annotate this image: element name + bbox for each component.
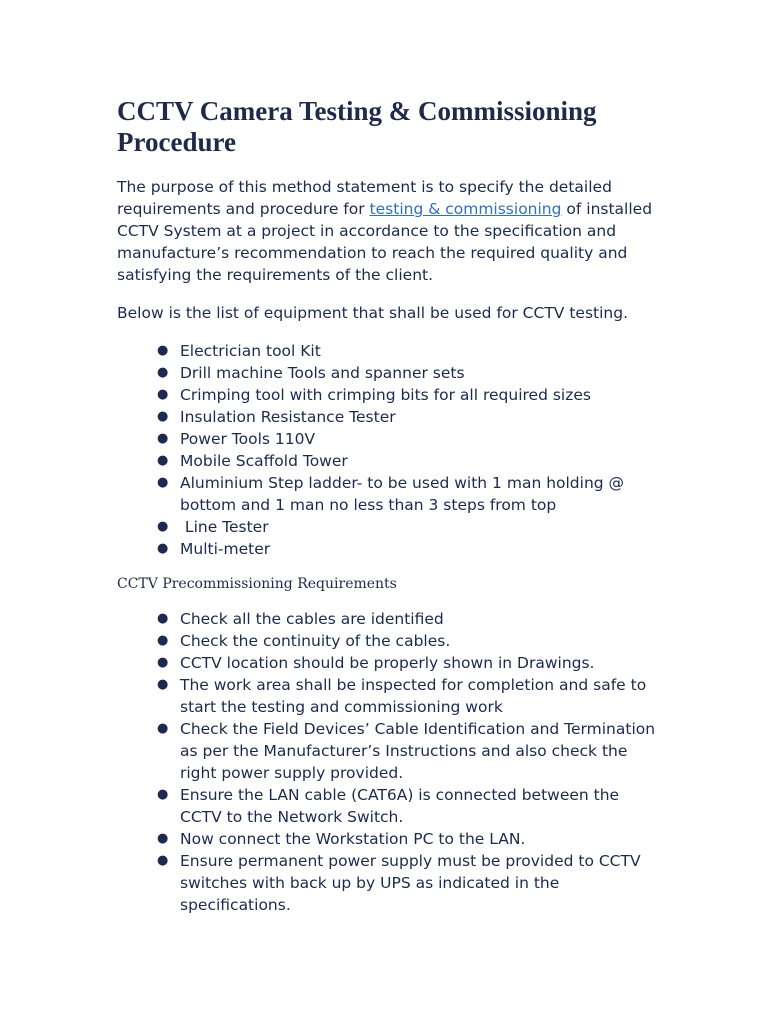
list-item-text: Ensure the LAN cable (CAT6A) is connected between the CCTV to the Network Switch. xyxy=(180,786,620,826)
bullet-icon: ● xyxy=(157,787,169,802)
bullet-icon: ● xyxy=(157,431,169,446)
bullet-icon: ● xyxy=(157,655,169,670)
list-item-text: Drill machine Tools and spanner sets xyxy=(180,364,465,382)
list-item-text: Mobile Scaffold Tower xyxy=(180,452,348,470)
bullet-icon: ● xyxy=(157,677,169,692)
bullet-icon: ● xyxy=(157,475,169,490)
bullet-icon: ● xyxy=(157,409,169,424)
list-item xyxy=(117,674,657,718)
list-item xyxy=(117,718,657,784)
list-item xyxy=(117,406,657,428)
list-item xyxy=(117,472,657,516)
list-item xyxy=(117,828,657,850)
list-item-text: CCTV location should be properly shown in Drawings. xyxy=(180,654,595,672)
page-title: CCTV Camera Testing & Commissioning Procedure xyxy=(117,96,597,157)
list-item-text: Line Tester xyxy=(180,518,269,536)
list-item xyxy=(117,630,657,652)
bullet-icon: ● xyxy=(157,519,169,534)
bullet-icon: ● xyxy=(157,365,169,380)
list-item xyxy=(117,784,657,828)
list-item-text: Multi-meter xyxy=(180,540,271,558)
intro-text-end: of installed CCTV System at a project in accordance to the specification and manufacture’s recommendation to reach the required quality and satisfying the requirements of the client. xyxy=(117,200,653,284)
list-item-text: Ensure permanent power supply must be provided to CCTV switches with back up by UPS as indicated in the specifications. xyxy=(180,852,641,914)
list-item xyxy=(117,384,657,406)
section-heading: CCTV Precommissioning Requirements xyxy=(117,576,397,592)
bullet-icon: ● xyxy=(157,831,169,846)
list-item-text: Aluminium Step ladder- to be used with 1 man holding @ bottom and 1 man no less than 3 steps from top xyxy=(180,474,625,514)
document-page xyxy=(117,96,657,916)
bullet-icon: ● xyxy=(157,853,169,868)
list-item xyxy=(117,340,657,362)
list-item xyxy=(117,538,657,560)
precommissioning-list xyxy=(117,608,657,916)
equipment-intro: Below is the list of equipment that shall be used for CCTV testing. xyxy=(117,304,628,322)
intro-text-start: The purpose of this method statement is to specify the detailed requirements and procedure for xyxy=(117,178,612,218)
bullet-icon: ● xyxy=(157,541,169,556)
bullet-icon: ● xyxy=(157,453,169,468)
bullet-icon: ● xyxy=(157,633,169,648)
list-item xyxy=(117,652,657,674)
equipment-list xyxy=(117,340,657,560)
list-item xyxy=(117,450,657,472)
list-item-text: Check the continuity of the cables. xyxy=(180,632,451,650)
list-item xyxy=(117,516,657,538)
list-item-text: Check all the cables are identified xyxy=(180,610,444,628)
testing-commissioning-link[interactable]: testing & commissioning xyxy=(369,200,562,218)
list-item-text: The work area shall be inspected for completion and safe to start the testing and commissioning work xyxy=(180,676,647,716)
bullet-icon: ● xyxy=(157,611,169,626)
bullet-icon: ● xyxy=(157,721,169,736)
list-item xyxy=(117,362,657,384)
list-item-text: Insulation Resistance Tester xyxy=(180,408,396,426)
list-item-text: Check the Field Devices’ Cable Identification and Termination as per the Manufacturer’s Instructions and also check the right power supply provided. xyxy=(180,720,656,782)
list-item-text: Now connect the Workstation PC to the LAN. xyxy=(180,830,526,848)
intro-paragraph xyxy=(117,176,657,286)
bullet-icon: ● xyxy=(157,387,169,402)
list-item xyxy=(117,608,657,630)
list-item xyxy=(117,428,657,450)
bullet-icon: ● xyxy=(157,343,169,358)
list-item xyxy=(117,850,657,916)
list-item-text: Power Tools 110V xyxy=(180,430,316,448)
list-item-text: Crimping tool with crimping bits for all required sizes xyxy=(180,386,591,404)
list-item-text: Electrician tool Kit xyxy=(180,342,321,360)
